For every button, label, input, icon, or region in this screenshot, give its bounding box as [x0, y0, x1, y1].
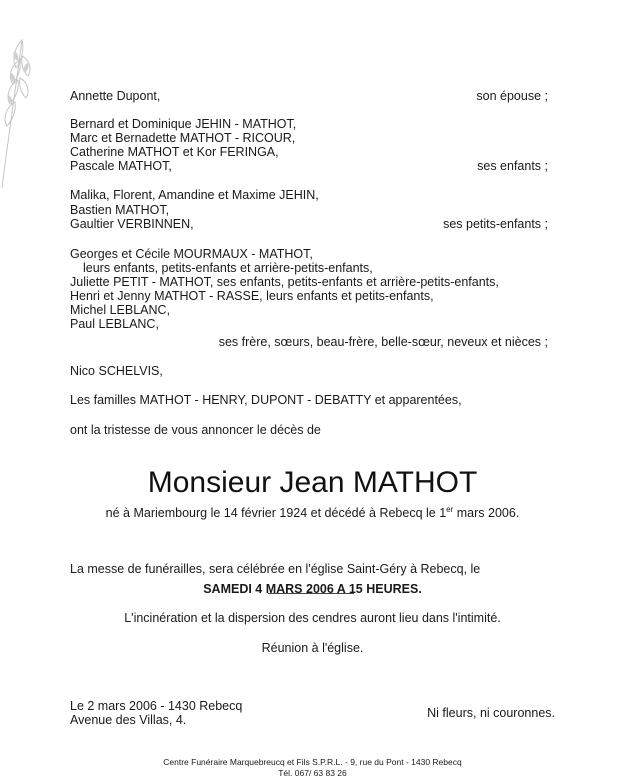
sibling-line: Henri et Jenny MATHOT - RASSE, leurs enfants et petits-enfants, — [70, 289, 434, 303]
funeral-line: La messe de funérailles, sera célébrée en l'église Saint-Géry à Rebecq, le — [70, 562, 481, 576]
grandchildren-role: ses petits-enfants ; — [443, 217, 548, 231]
sibling-line: Georges et Cécile MOURMAUX - MATHOT, — [70, 247, 313, 261]
deceased-name: Monsieur Jean MATHOT — [147, 466, 478, 499]
other-relative: Nico SCHELVIS, — [70, 364, 163, 378]
dates-prefix: né à Mariembourg le 14 février 1924 et décédé à Rebecq le 1 — [105, 506, 447, 521]
separator-line — [268, 593, 354, 594]
funeral-home-line: Centre Funéraire Marquebreucq et Fils S.P.R.L. - 9, rue du Pont - 1430 Rebecq — [163, 757, 462, 767]
siblings-role: ses frère, sœurs, beau-frère, belle-sœur, neveux et nièces ; — [218, 335, 548, 349]
sibling-line: Michel LEBLANC, — [70, 303, 171, 317]
funeral-home-phone: Tél. 067/ 63 83 26 — [278, 768, 347, 778]
children-line: Pascale MATHOT, — [70, 159, 172, 173]
children-line: Catherine MATHOT et Kor FERINGA, — [70, 145, 279, 159]
grandchildren-line: Bastien MATHOT, — [70, 203, 170, 217]
sibling-line: leurs enfants, petits-enfants et arrière-petits-enfants, — [83, 261, 373, 275]
dates-suffix: mars 2006. — [453, 506, 520, 521]
cremation-line: L'incinération et la dispersion des cendres auront lieu dans l'intimité. — [124, 611, 501, 625]
grandchildren-line: Malika, Florent, Amandine et Maxime JEHIN, — [70, 188, 319, 202]
deceased-dates — [0, 505, 625, 520]
announcement-line: ont la tristesse de vous annoncer le décès de — [70, 423, 321, 437]
funeral-date: SAMEDI 4 MARS 2006 A 15 HEURES. — [203, 582, 422, 596]
sibling-line: Paul LEBLANC, — [70, 317, 159, 331]
wheat-sprig-icon — [0, 20, 40, 190]
grandchildren-line: Gaultier VERBINNEN, — [70, 217, 194, 231]
dates-superscript: er — [446, 505, 454, 514]
children-role: ses enfants ; — [477, 159, 548, 173]
families-line: Les familles MATHOT - HENRY, DUPONT - DEBATTY et apparentées, — [70, 393, 462, 407]
children-line: Marc et Bernadette MATHOT - RICOUR, — [70, 131, 296, 145]
spouse-name: Annette Dupont, — [70, 89, 161, 103]
address-line: Avenue des Villas, 4. — [70, 713, 187, 727]
children-line: Bernard et Dominique JEHIN - MATHOT, — [70, 117, 297, 131]
sibling-line: Juliette PETIT - MATHOT, ses enfants, petits-enfants et arrière-petits-enfants, — [70, 275, 499, 289]
no-flowers-note: Ni fleurs, ni couronnes. — [427, 706, 555, 720]
reunion-line: Réunion à l'église. — [261, 641, 364, 655]
spouse-role: son épouse ; — [476, 89, 548, 103]
address-line: Le 2 mars 2006 - 1430 Rebecq — [70, 699, 243, 713]
